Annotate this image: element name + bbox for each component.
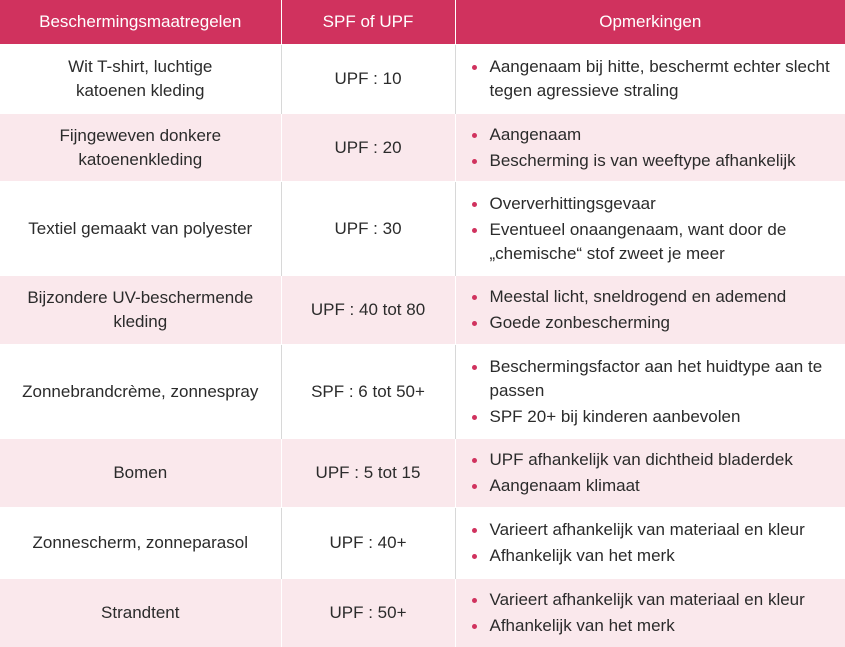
- measure-cell: [0, 579, 281, 647]
- measure-line: Zonnescherm, zonneparasol: [14, 531, 267, 555]
- factor-cell: UPF : 50+: [281, 579, 455, 647]
- factor-cell: UPF : 10: [281, 45, 455, 114]
- table-row: [0, 508, 845, 579]
- measure-line: Bijzondere UV-beschermende: [14, 286, 267, 310]
- header-row: [0, 0, 845, 45]
- notes-list: [470, 192, 836, 266]
- notes-cell: [455, 439, 845, 508]
- note-item: Aangenaam: [470, 123, 836, 147]
- measure-line: Zonnebrandcrème, zonnespray: [14, 380, 267, 404]
- notes-list: [470, 355, 836, 429]
- header-remarks: Opmerkingen: [455, 0, 845, 45]
- notes-cell: [455, 345, 845, 439]
- notes-list: [470, 588, 836, 638]
- measure-line: Textiel gemaakt van polyester: [14, 217, 267, 241]
- factor-cell: UPF : 40 tot 80: [281, 276, 455, 345]
- note-item: Eventueel onaangenaam, want door de „chemische“ stof zweet je meer: [470, 218, 836, 266]
- table-row: [0, 114, 845, 182]
- notes-cell: [455, 45, 845, 114]
- measure-cell: [0, 508, 281, 579]
- measure-line: Bomen: [14, 461, 267, 485]
- note-item: Varieert afhankelijk van materiaal en kleur: [470, 588, 836, 612]
- header-factor: SPF of UPF: [281, 0, 455, 45]
- table-row: [0, 182, 845, 276]
- table-row: [0, 439, 845, 508]
- notes-cell: [455, 508, 845, 579]
- measure-cell: [0, 182, 281, 276]
- measure-cell: [0, 439, 281, 508]
- header-measures: Beschermingsmaatregelen: [0, 0, 281, 45]
- factor-cell: UPF : 40+: [281, 508, 455, 579]
- table-row: [0, 45, 845, 114]
- measure-line: katoenen kleding: [14, 79, 267, 103]
- measure-cell: [0, 114, 281, 182]
- factor-cell: SPF : 6 tot 50+: [281, 345, 455, 439]
- notes-list: [470, 518, 836, 568]
- note-item: Aangenaam bij hitte, beschermt echter slecht tegen agressieve straling: [470, 55, 836, 103]
- note-item: Bescherming is van weeftype afhankelijk: [470, 149, 836, 173]
- table-row: [0, 276, 845, 345]
- factor-cell: UPF : 5 tot 15: [281, 439, 455, 508]
- measure-cell: [0, 45, 281, 114]
- notes-cell: [455, 579, 845, 647]
- note-item: Varieert afhankelijk van materiaal en kleur: [470, 518, 836, 542]
- notes-list: [470, 285, 836, 335]
- note-item: Afhankelijk van het merk: [470, 544, 836, 568]
- notes-list: [470, 448, 836, 498]
- measure-cell: [0, 276, 281, 345]
- factor-cell: UPF : 20: [281, 114, 455, 182]
- note-item: Aangenaam klimaat: [470, 474, 836, 498]
- measure-line: Wit T-shirt, luchtige: [14, 55, 267, 79]
- note-item: UPF afhankelijk van dichtheid bladerdek: [470, 448, 836, 472]
- notes-cell: [455, 182, 845, 276]
- note-item: Afhankelijk van het merk: [470, 614, 836, 638]
- factor-cell: UPF : 30: [281, 182, 455, 276]
- note-item: Oververhittingsgevaar: [470, 192, 836, 216]
- table-row: [0, 579, 845, 647]
- note-item: Meestal licht, sneldrogend en ademend: [470, 285, 836, 309]
- note-item: Beschermingsfactor aan het huidtype aan te passen: [470, 355, 836, 403]
- table-row: [0, 345, 845, 439]
- note-item: Goede zonbescherming: [470, 311, 836, 335]
- notes-cell: [455, 114, 845, 182]
- table-body: [0, 45, 845, 647]
- measure-line: katoenenkleding: [14, 148, 267, 172]
- measure-line: Fijngeweven donkere: [14, 124, 267, 148]
- note-item: SPF 20+ bij kinderen aanbevolen: [470, 405, 836, 429]
- notes-list: [470, 123, 836, 173]
- measure-line: kleding: [14, 310, 267, 334]
- notes-cell: [455, 276, 845, 345]
- notes-list: [470, 55, 836, 103]
- measure-line: Strandtent: [14, 601, 267, 625]
- measure-cell: [0, 345, 281, 439]
- table-header: [0, 0, 845, 45]
